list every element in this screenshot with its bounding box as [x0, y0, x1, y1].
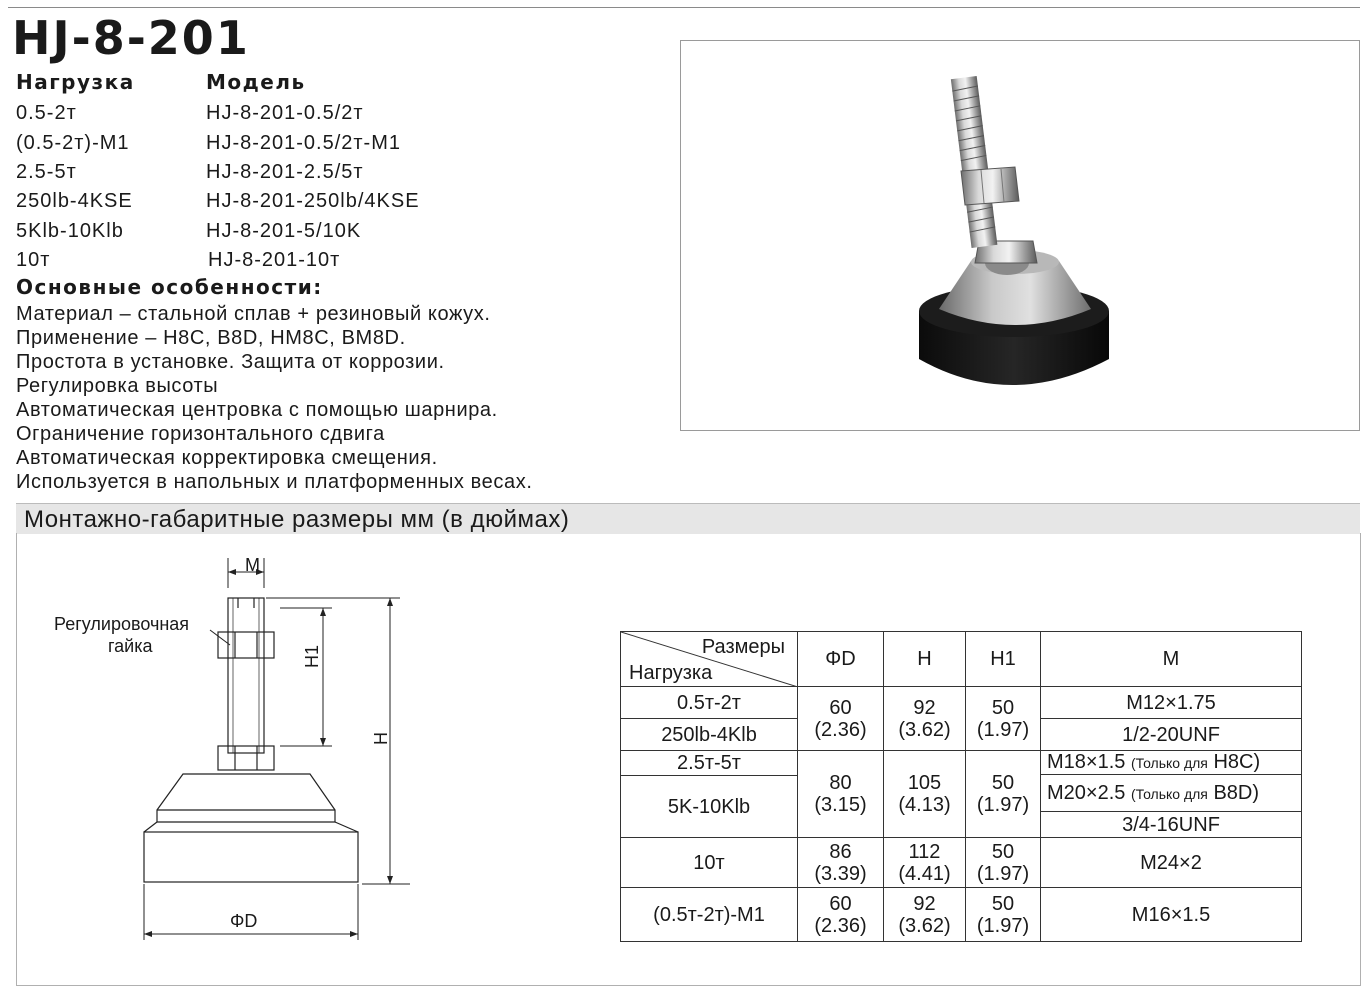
h-cell: 92 (3.62): [884, 888, 966, 942]
model-value: HJ-8-201-2.5/5т: [206, 161, 364, 183]
dimensions-section-bar: [16, 503, 1360, 534]
h1-cell: 50 (1.97): [966, 838, 1041, 888]
feature-line: Автоматическая корректировка смещения.: [16, 447, 438, 469]
m-cell: M18×1.5 (Только для H8C): [1041, 751, 1302, 775]
load-cell: 5K-10Klb: [621, 776, 798, 838]
m-cell: M24×2: [1041, 838, 1302, 888]
model-value: HJ-8-201-0.5/2т: [206, 102, 364, 124]
corner-top-label: Размеры: [701, 636, 785, 658]
dim-d-label: ΦD: [230, 911, 258, 931]
header-cell: H1: [966, 632, 1041, 687]
table-row: [621, 687, 1302, 719]
feature-line: Регулировка высоты: [16, 375, 219, 397]
feature-line: Ограничение горизонтального сдвига: [16, 423, 385, 445]
dim-h1-label: H1: [302, 644, 322, 668]
dim-h-label: H: [371, 732, 391, 745]
load-column-header: Нагрузка: [16, 70, 135, 94]
header-cell: M: [1041, 632, 1302, 687]
d-cell: 86 (3.39): [798, 838, 884, 888]
load-value: 250lb-4KSE: [16, 190, 133, 212]
feature-line: Автоматическая центровка с помощью шарнира.: [16, 399, 498, 421]
leveling-foot-photo: [681, 41, 1359, 430]
load-cell: 2.5т-5т: [621, 751, 798, 776]
load-value: 0.5-2т: [16, 102, 77, 124]
leveling-foot-drawing: [40, 548, 440, 948]
header-cell: ΦD: [798, 632, 884, 687]
header-cell: H: [884, 632, 966, 687]
model-value: HJ-8-201-10т: [208, 249, 341, 271]
feature-line: Применение – H8C, B8D, HM8C, BM8D.: [16, 327, 406, 349]
feature-line: Материал – стальной сплав + резиновый кожух.: [16, 303, 491, 325]
feature-line: Простота в установке. Защита от коррозии.: [16, 351, 445, 373]
model-value: HJ-8-201-5/10K: [206, 220, 362, 242]
model-column-header: Модель: [206, 70, 306, 94]
page-title: HJ-8-201: [12, 11, 250, 65]
feature-line: Используется в напольных и платформенных весах.: [16, 471, 533, 493]
product-photo-frame: [680, 40, 1360, 431]
m-cell: M16×1.5: [1041, 888, 1302, 942]
load-value: 5Klb-10Klb: [16, 220, 124, 242]
h1-cell: 50 (1.97): [966, 687, 1041, 751]
table-row: [621, 888, 1302, 942]
model-value: HJ-8-201-250lb/4KSE: [206, 190, 420, 212]
m-cell: 1/2-20UNF: [1041, 719, 1302, 751]
h1-cell: 50 (1.97): [966, 751, 1041, 838]
h-cell: 105 (4.13): [884, 751, 966, 838]
corner-cell: [621, 632, 798, 687]
d-cell: 60 (2.36): [798, 888, 884, 942]
table-row: [621, 838, 1302, 888]
m-cell: 3/4-16UNF: [1041, 812, 1302, 838]
table-header-row: [621, 632, 1302, 687]
load-cell: (0.5т-2т)-M1: [621, 888, 798, 942]
h-cell: 112 (4.41): [884, 838, 966, 888]
m-cell: M20×2.5 (Только для B8D): [1041, 775, 1302, 812]
top-divider: [8, 7, 1360, 8]
load-value: 10т: [16, 249, 51, 271]
load-value: 2.5-5т: [16, 161, 77, 183]
d-cell: 80 (3.15): [798, 751, 884, 838]
technical-drawing: [40, 548, 440, 953]
section-title: Монтажно-габаритные размеры мм (в дюймах): [24, 506, 570, 533]
load-cell: 10т: [621, 838, 798, 888]
h1-cell: 50 (1.97): [966, 888, 1041, 942]
features-heading: Основные особенности:: [16, 275, 323, 299]
nut-label: Регулировочная: [54, 614, 190, 634]
corner-bottom-label: Нагрузка: [629, 662, 713, 684]
dimensions-table: [620, 631, 1302, 942]
table-row: [621, 751, 1302, 775]
h-cell: 92 (3.62): [884, 687, 966, 751]
nut-label: гайка: [108, 636, 153, 656]
m-cell: M12×1.75: [1041, 687, 1302, 719]
model-value: HJ-8-201-0.5/2т-M1: [206, 132, 402, 154]
load-cell: 0.5т-2т: [621, 687, 798, 719]
dim-m-label: M: [245, 555, 260, 575]
load-cell: 250lb-4Klb: [621, 719, 798, 751]
d-cell: 60 (2.36): [798, 687, 884, 751]
load-value: (0.5-2т)-M1: [16, 132, 130, 154]
